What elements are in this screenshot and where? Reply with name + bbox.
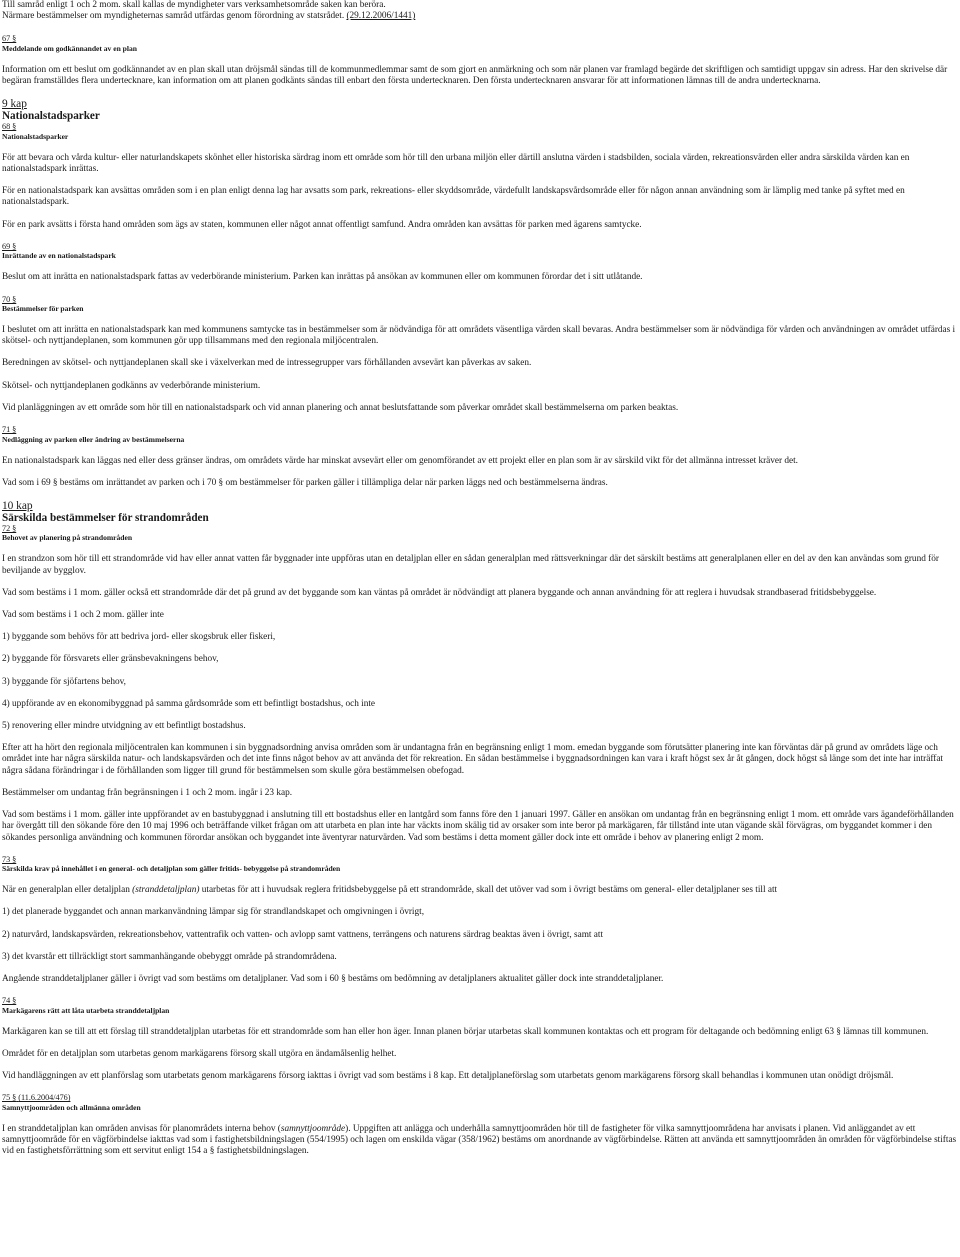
list-item: 3) byggande för sjöfartens behov, — [2, 676, 126, 687]
chapter-10 — [2, 500, 958, 524]
paragraph: En nationalstadspark kan läggas ned eller dess gränser ändras, om områdets värde har minskat avsevärt eller om genomförandet av ett projekt eller en plan som är av särskild vikt för det allmänna intresset kräver det. — [2, 455, 798, 466]
paragraph-text: När en generalplan eller detaljplan — [2, 885, 133, 896]
paragraph: Beredningen av skötsel- och nyttjandeplanen skall ske i växelverkan med de intressegrupper vars förhållanden avsevärt kan påverkas av saken. — [2, 358, 532, 369]
section-heading: Inrättande av en nationalstadspark — [2, 251, 116, 261]
section-71 — [2, 425, 958, 489]
paragraph: Vad som bestäms i 1 mom. gäller inte uppförandet av en bastubyggnad i anslutning till ett bostadshus eller en lantgård som fanns före den 1 januari 1997. Gäller en ansökan om undantag från en begränsning enligt 1 mom. ett område vars ägandeförhållanden har övergått till den sökande före den 10 maj 1996 och beträffande vilket frågan om att utarbeta en plan inte har väckts inom skälig tid av orsaker som inte beror på markägaren, får tillstånd inte utan vägande skäl förvägras, om byggandet kommer i den sökandes personliga användning och kommunen förordar ansökan och byggandet inte äventyrar naturvärden. Vad som bestäms i detta moment gäller dock inte ett område i behov av planering enligt 2 mom. — [2, 810, 954, 843]
paragraph: Vad som bestäms i 1 och 2 mom. gäller inte — [2, 610, 164, 621]
section-heading: Behovet av planering på strandområden — [2, 533, 133, 543]
paragraph: Markägaren kan se till att ett förslag till stranddetaljplan utarbetas för ett strandområde som han eller hon äger. Innan planen börjar utarbetas skall kommunen kontaktas och ett program för deltagande och bedömning enligt 63 § lämnas till kommunen. — [2, 1026, 929, 1037]
section-heading: Nedläggning av parken eller ändring av bestämmelserna — [2, 434, 185, 444]
section-number-link[interactable]: 71 § — [2, 425, 17, 435]
paragraph: Efter att ha hört den regionala miljöcentralen kan kommunen i sin byggnadsordning anvisa områden som är undantagna från en begränsning enligt 1 mom. emedan byggande som förutsätter planering inte kan förväntas där på grund av områdets läge och området inte har några särskilda natur- och landskapsvärden och det inte finns något behov av att använda det för rekreation. En sådan bestämmelse i byggnadsordningen kan vara i kraft högst sex år åt gången, dock högst så länge som det inte har inträffat några sådana förändringar i de förhållanden som ligger till grund för bestämmelsen som skulle göra bestämmelsen obefogad. — [2, 743, 943, 776]
paragraph: Information om ett beslut om godkännandet av en plan skall utan dröjsmål sändas till de kommunmedlemmar samt de som gjort en anmärkning och som när planen var framlagd begärde det skriftligen och samtidigt uppgav sin adress. Har den skrivelse där begäran framställdes flera undertecknare, kan information om att planen godkänts sändas till enbart den första undertecknaren. Den första undertecknaren ansvarar för att informationen lämnas till de andra undertecknarna. — [2, 64, 948, 87]
list-item: 1) byggande som behövs för att bedriva jord- eller skogsbruk eller fiskeri, — [2, 632, 276, 643]
chapter-number-link[interactable]: 9 kap — [2, 98, 27, 111]
list-item: 2) byggande för försvarets eller gränsbevakningens behov, — [2, 654, 219, 665]
section-74 — [2, 996, 958, 1082]
section-number-link[interactable]: 69 § — [2, 241, 17, 251]
paragraph: Vid planläggningen av ett område som hör till en nationalstadspark och vid annan planering och annat beslutsfattande som påverkar området skall bestämmelserna om parken beaktas. — [2, 402, 679, 413]
amendment-link[interactable]: (29.12.2006/1441) — [346, 11, 416, 22]
section-heading: Bestämmelser för parken — [2, 304, 84, 314]
paragraph: För en nationalstadspark kan avsättas områden som i en plan enligt denna lag har avsatts som park, rekreations- eller skyddsområde, värdefullt landskapsvårdsområde eller för någon annan användning som är lämplig med tanke på syftet med en nationalstadspark. — [2, 186, 905, 208]
paragraph: Till samråd enligt 1 och 2 mom. skall kallas de myndigheter vars verksamhetsområde saken kan beröra. — [2, 0, 386, 10]
chapter-title: Särskilda bestämmelser för strandområden — [2, 511, 209, 524]
paragraph-text: I en stranddetaljplan kan områden anvisas för planområdets interna behov ( — [2, 1123, 281, 1134]
section-number-link[interactable]: 73 § — [2, 854, 17, 864]
amendment-link[interactable]: (11.6.2004/476) — [18, 1093, 71, 1103]
chapter-number-link[interactable]: 10 kap — [2, 499, 33, 512]
section-69 — [2, 242, 958, 284]
section-heading: Samnyttjoområden och allmänna områden — [2, 1102, 141, 1112]
section-number-link[interactable]: 75 § — [2, 1093, 17, 1103]
paragraph: För att bevara och vårda kultur- eller naturlandskapets skönhet eller historiska särdrag inom ett område som hör till den urbana miljön eller därtill anslutna värden i stadsbilden, sociala värden, rekreationsvärden eller andra särskilda värden kan en nationalstadspark inrättas. — [2, 152, 910, 175]
section-heading: Meddelande om godkännandet av en plan — [2, 43, 137, 53]
chapter-9 — [2, 98, 958, 122]
section-73 — [2, 855, 958, 986]
paragraph: Området för en detaljplan som utarbetas genom markägarens försorg skall utgöra en ändamålsenlig helhet. — [2, 1048, 397, 1059]
section-number-link[interactable]: 67 § — [2, 34, 17, 44]
section-75 — [2, 1093, 958, 1157]
paragraph: Vad som bestäms i 1 mom. gäller också ett strandområde där det på grund av det byggande som kan väntas på området är nödvändigt att planera byggande och annan användning för att reglera i huvudsak strandbaserad fritidsbebyggelse. — [2, 587, 877, 598]
chapter-title: Nationalstadsparker — [2, 110, 100, 123]
paragraph: Vad som i 69 § bestäms om inrättandet av parken och i 70 § om bestämmelser för parken gäller i tillämpliga delar när parken läggs ned och bestämmelserna ändras. — [2, 477, 608, 488]
section-heading: Särskilda krav på innehållet i en general- och detaljplan som gäller fritids- bebyggelse på strandområden — [2, 864, 341, 874]
top-section — [2, 0, 958, 22]
paragraph: Vid handläggningen av ett planförslag som utarbetats genom markägarens försorg iakttas i övrigt vad som bestäms i 8 kap. Ett detaljplaneförslag som utarbetats genom markägarens försorg skall behandlas i kommunen utan onödigt dröjsmål. — [2, 1071, 894, 1082]
section-heading: Nationalstadsparker — [2, 131, 69, 141]
section-number-link[interactable]: 74 § — [2, 996, 17, 1006]
section-72 — [2, 524, 958, 844]
paragraph — [2, 11, 958, 22]
list-item: 5) renovering eller mindre utvidgning av ett befintligt bostadshus. — [2, 721, 246, 732]
section-67 — [2, 34, 958, 87]
paragraph: Beslut om att inrätta en nationalstadspark fattas av vederbörande ministerium. Parken kan inrättas på ansökan av kommunen eller om kommunen förordar det i sitt utlåtande. — [2, 272, 643, 283]
emphasis-term: samnyttjoområde — [280, 1123, 346, 1134]
section-number-link[interactable]: 68 § — [2, 122, 17, 132]
paragraph-text: Närmare bestämmelser om myndigheternas samråd utfärdas genom förordning av statsrådet. — [2, 11, 345, 22]
list-item: 3) det kvarstår ett tillräckligt stort sammanhängande obebyggt område på strandområdena. — [2, 951, 337, 962]
section-number-link[interactable]: 72 § — [2, 523, 17, 533]
section-heading: Markägarens rätt att låta utarbeta stranddetaljplan — [2, 1005, 170, 1015]
paragraph: Skötsel- och nyttjandeplanen godkänns av vederbörande ministerium. — [2, 380, 261, 391]
paragraph: Angående stranddetaljplaner gäller i övrigt vad som bestäms om detaljplaner. Vad som i 60 § bestäms om bedömning av detaljplaners aktualitet gäller dock inte stranddetaljplaner. — [2, 974, 664, 985]
paragraph: Bestämmelser om undantag från begränsningen i 1 och 2 mom. ingår i 23 kap. — [2, 787, 293, 798]
paragraph — [2, 1124, 958, 1158]
emphasis-term: (stranddetaljplan) — [132, 885, 200, 896]
paragraph: För en park avsätts i första hand områden som ägs av staten, kommunen eller något annat offentligt samfund. Andra områden kan avsättas för parken med ägarens samtycke. — [2, 219, 642, 230]
list-item: 1) det planerade byggandet och annan markanvändning lämpar sig för strandlandskapet och omgivningen i övrigt, — [2, 907, 424, 918]
paragraph: I en strandzon som hör till ett strandområde vid hav eller annat vatten får byggnader inte uppföras utan en detaljplan eller en sådan generalplan med rättsverkningar där det särskilt bestäms att generalplanen eller en del av den kan användas som grund för beviljande av bygglov. — [2, 554, 939, 576]
section-70 — [2, 295, 958, 415]
section-number-row — [2, 1093, 958, 1103]
list-item: 4) uppförande av en ekonomibyggnad på samma gårdsområde som ett befintligt bostadshus, och inte — [2, 698, 375, 709]
list-item: 2) naturvård, landskapsvärden, rekreationsbehov, vattentrafik och vatten- och avlopp samt vattnens, terrängens och naturens särdrag beaktas även i övrigt, samt att — [2, 929, 604, 940]
section-number-link[interactable]: 70 § — [2, 294, 17, 304]
paragraph — [2, 885, 958, 896]
section-68 — [2, 122, 958, 231]
paragraph-text: utarbetas för att i huvudsak reglera fritidsbebyggelse på ett strandområde, skall det utöver vad som i övrigt bestäms om general- eller detaljplaner ses till att — [199, 885, 778, 896]
paragraph: I beslutet om att inrätta en nationalstadspark kan med kommunens samtycke tas in bestämmelser som är nödvändiga för att områdets väsentliga värden skall bevaras. Andra bestämmelser som är nödvändiga för vården och användningen av området utfärdas i skötsel- och nyttjandeplanen, som kommunen gör upp tillsammans med den regionala miljöcentralen. — [2, 325, 956, 347]
paragraph-text: ). Uppgiften att anlägga och underhålla samnyttjoområden hör till de fastigheter för vilka samnyttjoområdena har anvisats i planen. Vid anläggandet av ett samnyttjoområde för en vägförbindelse iakttas vad som i fastighetsbildningslagen (554/1995) och lagen om enskilda vägar (358/1962) bestäms om anordnande av vägförbindelse. Rätten att använda ett samnyttjoområden än områden för vägförbindelse stiftas vid en fastighetsförrättning som ett servitut enligt 154 a § fastighetsbildningslagen. — [2, 1123, 957, 1157]
